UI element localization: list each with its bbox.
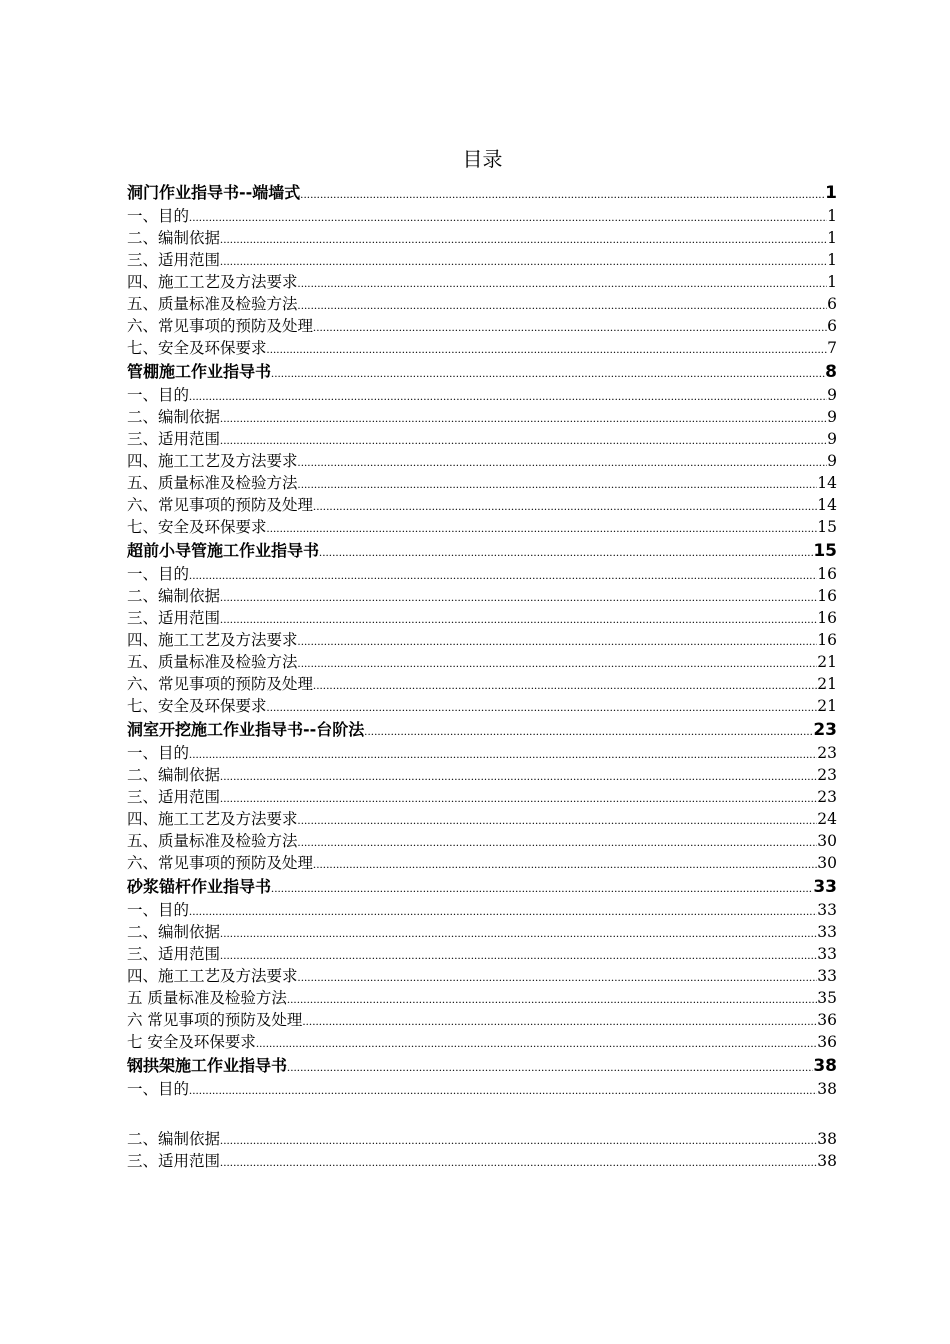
- toc-section-entry[interactable]: [127, 651, 837, 673]
- toc-entry-label: 五 质量标准及检验方法: [127, 989, 287, 1007]
- toc-section-entry[interactable]: [127, 629, 837, 651]
- toc-page-number: 9: [827, 452, 837, 470]
- toc-page-number: 16: [817, 609, 837, 627]
- toc-section-entry[interactable]: [127, 673, 837, 695]
- dot-leader: [220, 922, 817, 944]
- toc-entry-label: 四、施工工艺及方法要求: [127, 452, 298, 470]
- toc-chapter-entry[interactable]: [127, 1053, 837, 1078]
- toc-entry-label: 六、常见事项的预防及处理: [127, 675, 314, 693]
- toc-entry-label: 六、常见事项的预防及处理: [127, 496, 314, 514]
- toc-section-entry[interactable]: [127, 695, 837, 717]
- toc-page-number: 9: [827, 408, 837, 426]
- toc-entry-label: 二、编制依据: [127, 587, 221, 605]
- toc-entry-label: 三、适用范围: [127, 788, 221, 806]
- dot-leader: [267, 696, 818, 718]
- toc-entry-label: 六、常见事项的预防及处理: [127, 854, 314, 872]
- dot-leader: [313, 853, 817, 875]
- toc-entry-label: 二、编制依据: [127, 1130, 221, 1148]
- toc-entry-label: 超前小导管施工作业指导书: [127, 541, 320, 560]
- toc-section-entry[interactable]: [127, 1031, 837, 1053]
- toc-section-entry[interactable]: [127, 1150, 837, 1172]
- toc-entry-label: 砂浆锚杆作业指导书: [127, 877, 272, 896]
- toc-section-entry[interactable]: [127, 1078, 837, 1100]
- toc-page-number: 16: [817, 631, 837, 649]
- toc-page-number: 16: [817, 587, 837, 605]
- toc-entry-label: 二、编制依据: [127, 229, 221, 247]
- toc-page-number: 33: [817, 967, 837, 985]
- dot-leader: [298, 966, 818, 988]
- toc-entry-label: 三、适用范围: [127, 251, 221, 269]
- toc-section-entry[interactable]: [127, 1009, 837, 1031]
- toc-page-number: 24: [817, 810, 837, 828]
- toc-entry-label: 五、质量标准及检验方法: [127, 653, 298, 671]
- toc-entry-label: 四、施工工艺及方法要求: [127, 967, 298, 985]
- toc-section-entry[interactable]: [127, 428, 837, 450]
- toc-page-number: 38: [817, 1080, 837, 1098]
- toc-page-number: 33: [817, 901, 837, 919]
- toc-entry-label: 一、目的: [127, 744, 190, 762]
- toc-section-entry[interactable]: [127, 943, 837, 965]
- toc-section-entry[interactable]: [127, 315, 837, 337]
- dot-leader: [298, 272, 828, 294]
- toc-page-number: 1: [827, 229, 837, 247]
- toc-page-number: 38: [817, 1152, 837, 1170]
- toc-chapter-entry[interactable]: [127, 180, 837, 205]
- dot-leader: [220, 228, 827, 250]
- dot-leader: [220, 586, 817, 608]
- toc-page-number: 21: [817, 675, 837, 693]
- toc-entry-label: 一、目的: [127, 565, 190, 583]
- dot-leader: [287, 1055, 813, 1080]
- toc-entry-label: 三、适用范围: [127, 430, 221, 448]
- toc-entry-label: 二、编制依据: [127, 408, 221, 426]
- dot-leader: [319, 540, 813, 565]
- toc-page-number: 1: [827, 251, 837, 269]
- toc-page-number: 1: [827, 207, 837, 225]
- toc-page-number: 30: [817, 854, 837, 872]
- toc-section-entry[interactable]: [127, 830, 837, 852]
- toc-page-number: 15: [813, 541, 837, 561]
- dot-leader: [220, 787, 817, 809]
- toc-page-number: 15: [817, 518, 837, 536]
- toc-entry-label: 三、适用范围: [127, 945, 221, 963]
- toc-entry-label: 七、安全及环保要求: [127, 697, 267, 715]
- dot-leader: [267, 338, 828, 360]
- toc-entry-label: 四、施工工艺及方法要求: [127, 810, 298, 828]
- toc-section-entry[interactable]: [127, 205, 837, 227]
- toc-page-number: 14: [817, 496, 837, 514]
- toc-page-number: 21: [817, 697, 837, 715]
- toc-chapter-entry[interactable]: [127, 874, 837, 899]
- dot-leader: [298, 809, 818, 831]
- dot-leader: [189, 1079, 817, 1101]
- toc-entry-label: 一、目的: [127, 386, 190, 404]
- toc-page-number: 8: [825, 362, 837, 382]
- dot-leader: [189, 900, 817, 922]
- toc-page-number: 36: [817, 1033, 837, 1051]
- toc-section-entry[interactable]: [127, 293, 837, 315]
- toc-section-entry[interactable]: [127, 406, 837, 428]
- toc-page-number: 36: [817, 1011, 837, 1029]
- toc-page-number: 1: [827, 273, 837, 291]
- dot-leader: [189, 564, 817, 586]
- dot-leader: [298, 652, 818, 674]
- toc-section-entry[interactable]: [127, 227, 837, 249]
- toc-page-number: 33: [817, 923, 837, 941]
- toc-section-entry[interactable]: [127, 899, 837, 921]
- toc-entry-label: 管棚施工作业指导书: [127, 362, 272, 381]
- toc-page-number: 9: [827, 386, 837, 404]
- toc-section-entry[interactable]: [127, 563, 837, 585]
- toc-section-entry[interactable]: [127, 249, 837, 271]
- toc-entry-label: 七、安全及环保要求: [127, 339, 267, 357]
- toc-chapter-entry[interactable]: [127, 717, 837, 742]
- toc-section-entry[interactable]: [127, 1128, 837, 1150]
- toc-section-entry[interactable]: [127, 337, 837, 359]
- toc-section-entry[interactable]: [127, 450, 837, 472]
- toc-section-entry[interactable]: [127, 742, 837, 764]
- dot-leader: [220, 765, 817, 787]
- toc-page-number: 23: [813, 720, 837, 740]
- toc-entry-label: 一、目的: [127, 207, 190, 225]
- toc-page-number: 21: [817, 653, 837, 671]
- toc-entry-label: 四、施工工艺及方法要求: [127, 631, 298, 649]
- toc-chapter-entry[interactable]: [127, 359, 837, 384]
- toc-section-entry[interactable]: [127, 965, 837, 987]
- toc-section-entry[interactable]: [127, 808, 837, 830]
- toc-entry-label: 四、施工工艺及方法要求: [127, 273, 298, 291]
- toc-entry-label: 洞室开挖施工作业指导书--台阶法: [127, 720, 365, 739]
- dot-leader: [189, 743, 817, 765]
- dot-leader: [220, 944, 817, 966]
- toc-page-number: 16: [817, 565, 837, 583]
- toc-page-number: 1: [825, 183, 837, 203]
- dot-leader: [298, 451, 828, 473]
- page-title: 目录: [462, 147, 503, 171]
- dot-leader: [267, 517, 818, 539]
- toc-section-entry[interactable]: [127, 921, 837, 943]
- dot-leader: [220, 1129, 817, 1151]
- dot-leader: [220, 429, 827, 451]
- toc-entry-label: 洞门作业指导书--端墙式: [127, 183, 301, 202]
- dot-leader: [313, 316, 827, 338]
- dot-leader: [271, 876, 813, 901]
- dot-leader: [313, 674, 817, 696]
- toc-section-entry[interactable]: [127, 852, 837, 874]
- toc-section-entry[interactable]: [127, 585, 837, 607]
- toc-entry-label: 六、常见事项的预防及处理: [127, 317, 314, 335]
- toc-entry-label: 二、编制依据: [127, 766, 221, 784]
- dot-leader: [287, 988, 817, 1010]
- dot-leader: [189, 206, 827, 228]
- toc-entry-label: 三、适用范围: [127, 609, 221, 627]
- toc-entry-label: 六 常见事项的预防及处理: [127, 1011, 303, 1029]
- dot-leader: [256, 1032, 817, 1054]
- toc-entry-label: 钢拱架施工作业指导书: [127, 1056, 288, 1075]
- dot-leader: [220, 608, 817, 630]
- toc-page-number: 9: [827, 430, 837, 448]
- toc-page-number: 30: [817, 832, 837, 850]
- toc-entry-label: 五、质量标准及检验方法: [127, 295, 298, 313]
- toc-entry-label: 七 安全及环保要求: [127, 1033, 256, 1051]
- toc-page-number: 33: [813, 877, 837, 897]
- toc-section-entry[interactable]: [127, 472, 837, 494]
- toc-section-entry[interactable]: [127, 987, 837, 1009]
- toc-page-number: 38: [817, 1130, 837, 1148]
- dot-leader: [302, 1010, 817, 1032]
- toc-section-entry[interactable]: [127, 516, 837, 538]
- dot-leader: [271, 361, 825, 386]
- toc-entry-label: 五、质量标准及检验方法: [127, 832, 298, 850]
- dot-leader: [220, 407, 827, 429]
- dot-leader: [220, 1151, 817, 1173]
- dot-leader: [298, 831, 818, 853]
- dot-leader: [298, 630, 818, 652]
- dot-leader: [364, 719, 813, 744]
- dot-leader: [313, 495, 817, 517]
- toc-entry-label: 三、适用范围: [127, 1152, 221, 1170]
- toc-entry-label: 七、安全及环保要求: [127, 518, 267, 536]
- toc-section-entry[interactable]: [127, 271, 837, 293]
- table-of-contents: [127, 180, 837, 1172]
- toc-page-number: 33: [817, 945, 837, 963]
- dot-leader: [220, 250, 827, 272]
- toc-entry-label: 一、目的: [127, 901, 190, 919]
- toc-entry-label: 二、编制依据: [127, 923, 221, 941]
- toc-page-number: 23: [817, 788, 837, 806]
- toc-page-number: 38: [813, 1056, 837, 1076]
- toc-page-number: 35: [817, 989, 837, 1007]
- toc-entry-label: 一、目的: [127, 1080, 190, 1098]
- toc-chapter-entry[interactable]: [127, 538, 837, 563]
- toc-section-entry[interactable]: [127, 494, 837, 516]
- toc-section-entry[interactable]: [127, 764, 837, 786]
- toc-section-entry[interactable]: [127, 786, 837, 808]
- dot-leader: [189, 385, 827, 407]
- toc-page-number: 7: [827, 339, 837, 357]
- toc-page-number: 23: [817, 744, 837, 762]
- toc-page-number: 6: [827, 317, 837, 335]
- toc-entry-label: 五、质量标准及检验方法: [127, 474, 298, 492]
- dot-leader: [298, 473, 818, 495]
- toc-section-entry[interactable]: [127, 384, 837, 406]
- dot-leader: [300, 182, 825, 207]
- toc-section-entry[interactable]: [127, 607, 837, 629]
- toc-page-number: 6: [827, 295, 837, 313]
- toc-page-number: 14: [817, 474, 837, 492]
- dot-leader: [298, 294, 828, 316]
- toc-page-number: 23: [817, 766, 837, 784]
